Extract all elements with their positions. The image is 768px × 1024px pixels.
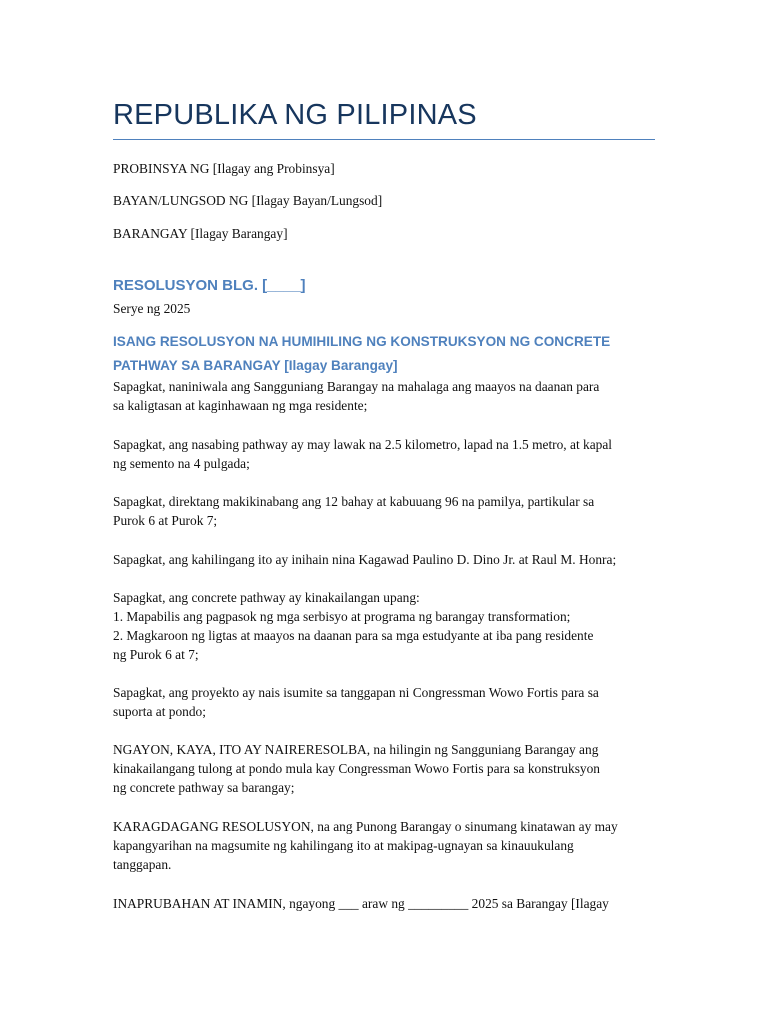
header-barangay: BARANGAY [Ilagay Barangay] [113, 226, 288, 241]
list-item: 2. Magkaroon ng ligtas at maayos na daanan para sa mga estudyante at iba pang residente [113, 628, 594, 643]
header-province: PROBINSYA NG [Ilagay ang Probinsya] [113, 161, 335, 176]
paragraph-approved [113, 894, 658, 913]
resolution-number: RESOLUSYON BLG. [____] [113, 277, 306, 294]
paragraph-line: tanggapan. [113, 857, 172, 872]
paragraph-whereas-6 [113, 683, 658, 721]
paragraph-resolved [113, 740, 658, 797]
paragraph-line: ng concrete pathway sa barangay; [113, 780, 295, 795]
paragraph-line: ng Purok 6 at 7; [113, 647, 199, 662]
resolution-subject-line-1: ISANG RESOLUSYON NA HUMIHILING NG KONSTRUKSYON NG CONCRETE [113, 334, 611, 349]
paragraph-line: Sapagkat, ang nasabing pathway ay may lawak na 2.5 kilometro, lapad na 1.5 metro, at kapal [113, 437, 613, 452]
list-item: 1. Mapabilis ang pagpasok ng mga serbisyo at programa ng barangay transformation; [113, 609, 571, 624]
paragraph-line: Purok 6 at Purok 7; [113, 513, 218, 528]
paragraph-line: NGAYON, KAYA, ITO AY NAIRERESOLBA, na hilingin ng Sangguniang Barangay ang [113, 742, 599, 757]
header-municipality: BAYAN/LUNGSOD NG [Ilagay Bayan/Lungsod] [113, 193, 383, 208]
paragraph-line: Sapagkat, naniniwala ang Sangguniang Barangay na mahalaga ang maayos na daanan para [113, 379, 600, 394]
title-underline [113, 139, 655, 140]
paragraph-line: ng semento na 4 pulgada; [113, 456, 250, 471]
paragraph-whereas-3 [113, 492, 658, 530]
paragraph-whereas-2 [113, 435, 658, 473]
paragraph-whereas-1 [113, 377, 658, 415]
paragraph-line: kapangyarihan na magsumite ng kahilingang ito at makipag-ugnayan sa kinauukulang [113, 838, 574, 853]
document-title: REPUBLIKA NG PILIPINAS [113, 99, 477, 131]
resolution-subject-line-2: PATHWAY SA BARANGAY [Ilagay Barangay] [113, 358, 398, 373]
paragraph-line: Sapagkat, direktang makikinabang ang 12 bahay at kabuuang 96 na pamilya, partikular sa [113, 494, 595, 509]
paragraph-line: suporta at pondo; [113, 704, 206, 719]
paragraph-line: INAPRUBAHAN AT INAMIN, ngayong ___ araw ng _________ 2025 sa Barangay [Ilagay [113, 896, 609, 911]
paragraph-whereas-4 [113, 550, 658, 569]
paragraph-line: kinakailangang tulong at pondo mula kay Congressman Wowo Fortis para sa konstruksyon [113, 761, 600, 776]
series-year: Serye ng 2025 [113, 301, 191, 316]
paragraph-line: Sapagkat, ang kahilingang ito ay inihain nina Kagawad Paulino D. Dino Jr. at Raul M. Honra; [113, 552, 617, 567]
paragraph-further-resolved [113, 817, 658, 874]
paragraph-line: Sapagkat, ang concrete pathway ay kinakailangan upang: [113, 590, 420, 605]
paragraph-line: Sapagkat, ang proyekto ay nais isumite sa tanggapan ni Congressman Wowo Fortis para sa [113, 685, 599, 700]
paragraph-line: KARAGDAGANG RESOLUSYON, na ang Punong Barangay o sinumang kinatawan ay may [113, 819, 618, 834]
paragraph-whereas-5 [113, 588, 658, 664]
paragraph-line: sa kaligtasan at kaginhawaan ng mga residente; [113, 398, 368, 413]
